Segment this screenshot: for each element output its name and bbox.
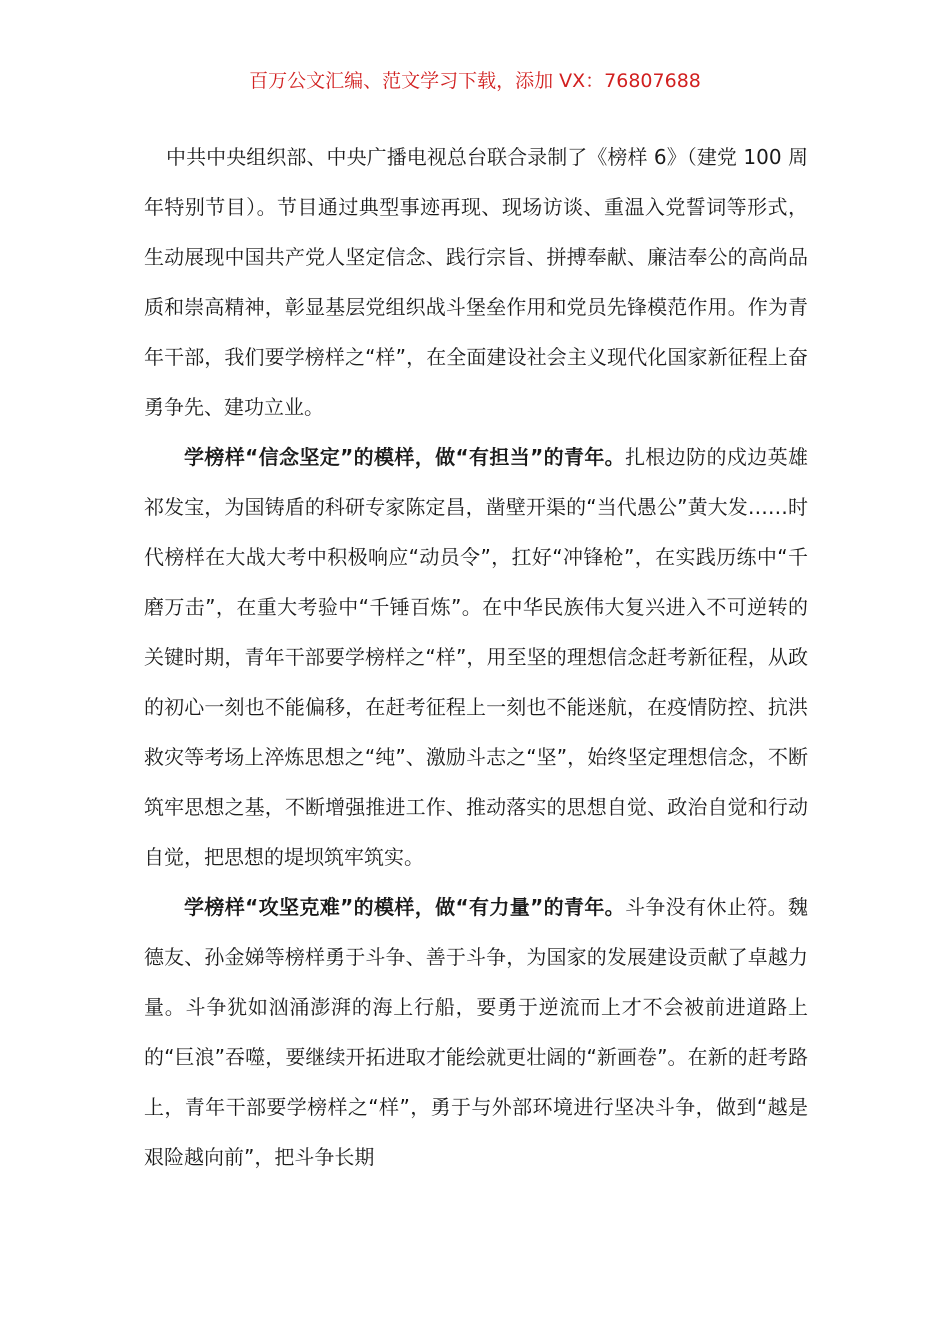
paragraph-lead: 学榜样“攻坚克难”的模样，做“有力量”的青年。	[184, 895, 626, 919]
paragraph-intro	[144, 132, 808, 432]
paragraph-faith	[144, 432, 808, 882]
paragraph-text: 中共中央组织部、中央广播电视总台联合录制了《榜样 6》（建党 100 周年特别节目）。节目通过典型事迹再现、现场访谈、重温入党誓词等形式，生动展现中国共产党人坚定信念、践行宗旨、拼搏奉献、廉洁奉公的高尚品质和崇高精神，彰显基层党组织战斗堡垒作用和党员先锋模范作用。作为青年干部，我们要学榜样之“样”，在全面建设社会主义现代化国家新征程上奋勇争先、建功立业。	[144, 145, 808, 419]
paragraph-lead: 学榜样“信念坚定”的模样，做“有担当”的青年。	[184, 445, 626, 469]
paragraph-text: 斗争没有休止符。魏德友、孙金娣等榜样勇于斗争、善于斗争，为国家的发展建设贡献了卓越力量。斗争犹如汹涌澎湃的海上行船，要勇于逆流而上才不会被前进道路上的“巨浪”吞噬，要继续开拓进取才能绘就更壮阔的“新画卷”。在新的赶考路上，青年干部要学榜样之“样”，勇于与外部环境进行坚决斗争，做到“越是艰险越向前”，把斗争长期	[144, 895, 809, 1169]
document-body	[144, 132, 808, 1182]
watermark-header: 百万公文汇编、范文学习下载，添加 VX：76807688	[249, 70, 701, 92]
paragraph-text: 扎根边防的戍边英雄祁发宝，为国铸盾的科研专家陈定昌，凿壁开渠的“当代愚公”黄大发……时代榜样在大战大考中积极响应“动员令”，扛好“冲锋枪”，在实践历练中“千磨万击”，在重大考验中“千锤百炼”。在中华民族伟大复兴进入不可逆转的关键时期，青年干部要学榜样之“样”，用至坚的理想信念赶考新征程，从政的初心一刻也不能偏移，在赶考征程上一刻也不能迷航，在疫情防控、抗洪救灾等考场上淬炼思想之“纯”、激励斗志之“坚”，始终坚定理想信念，不断筑牢思想之基，不断增强推进工作、推动落实的思想自觉、政治自觉和行动自觉，把思想的堤坝筑牢筑实。	[144, 445, 809, 869]
paragraph-struggle	[144, 882, 808, 1182]
